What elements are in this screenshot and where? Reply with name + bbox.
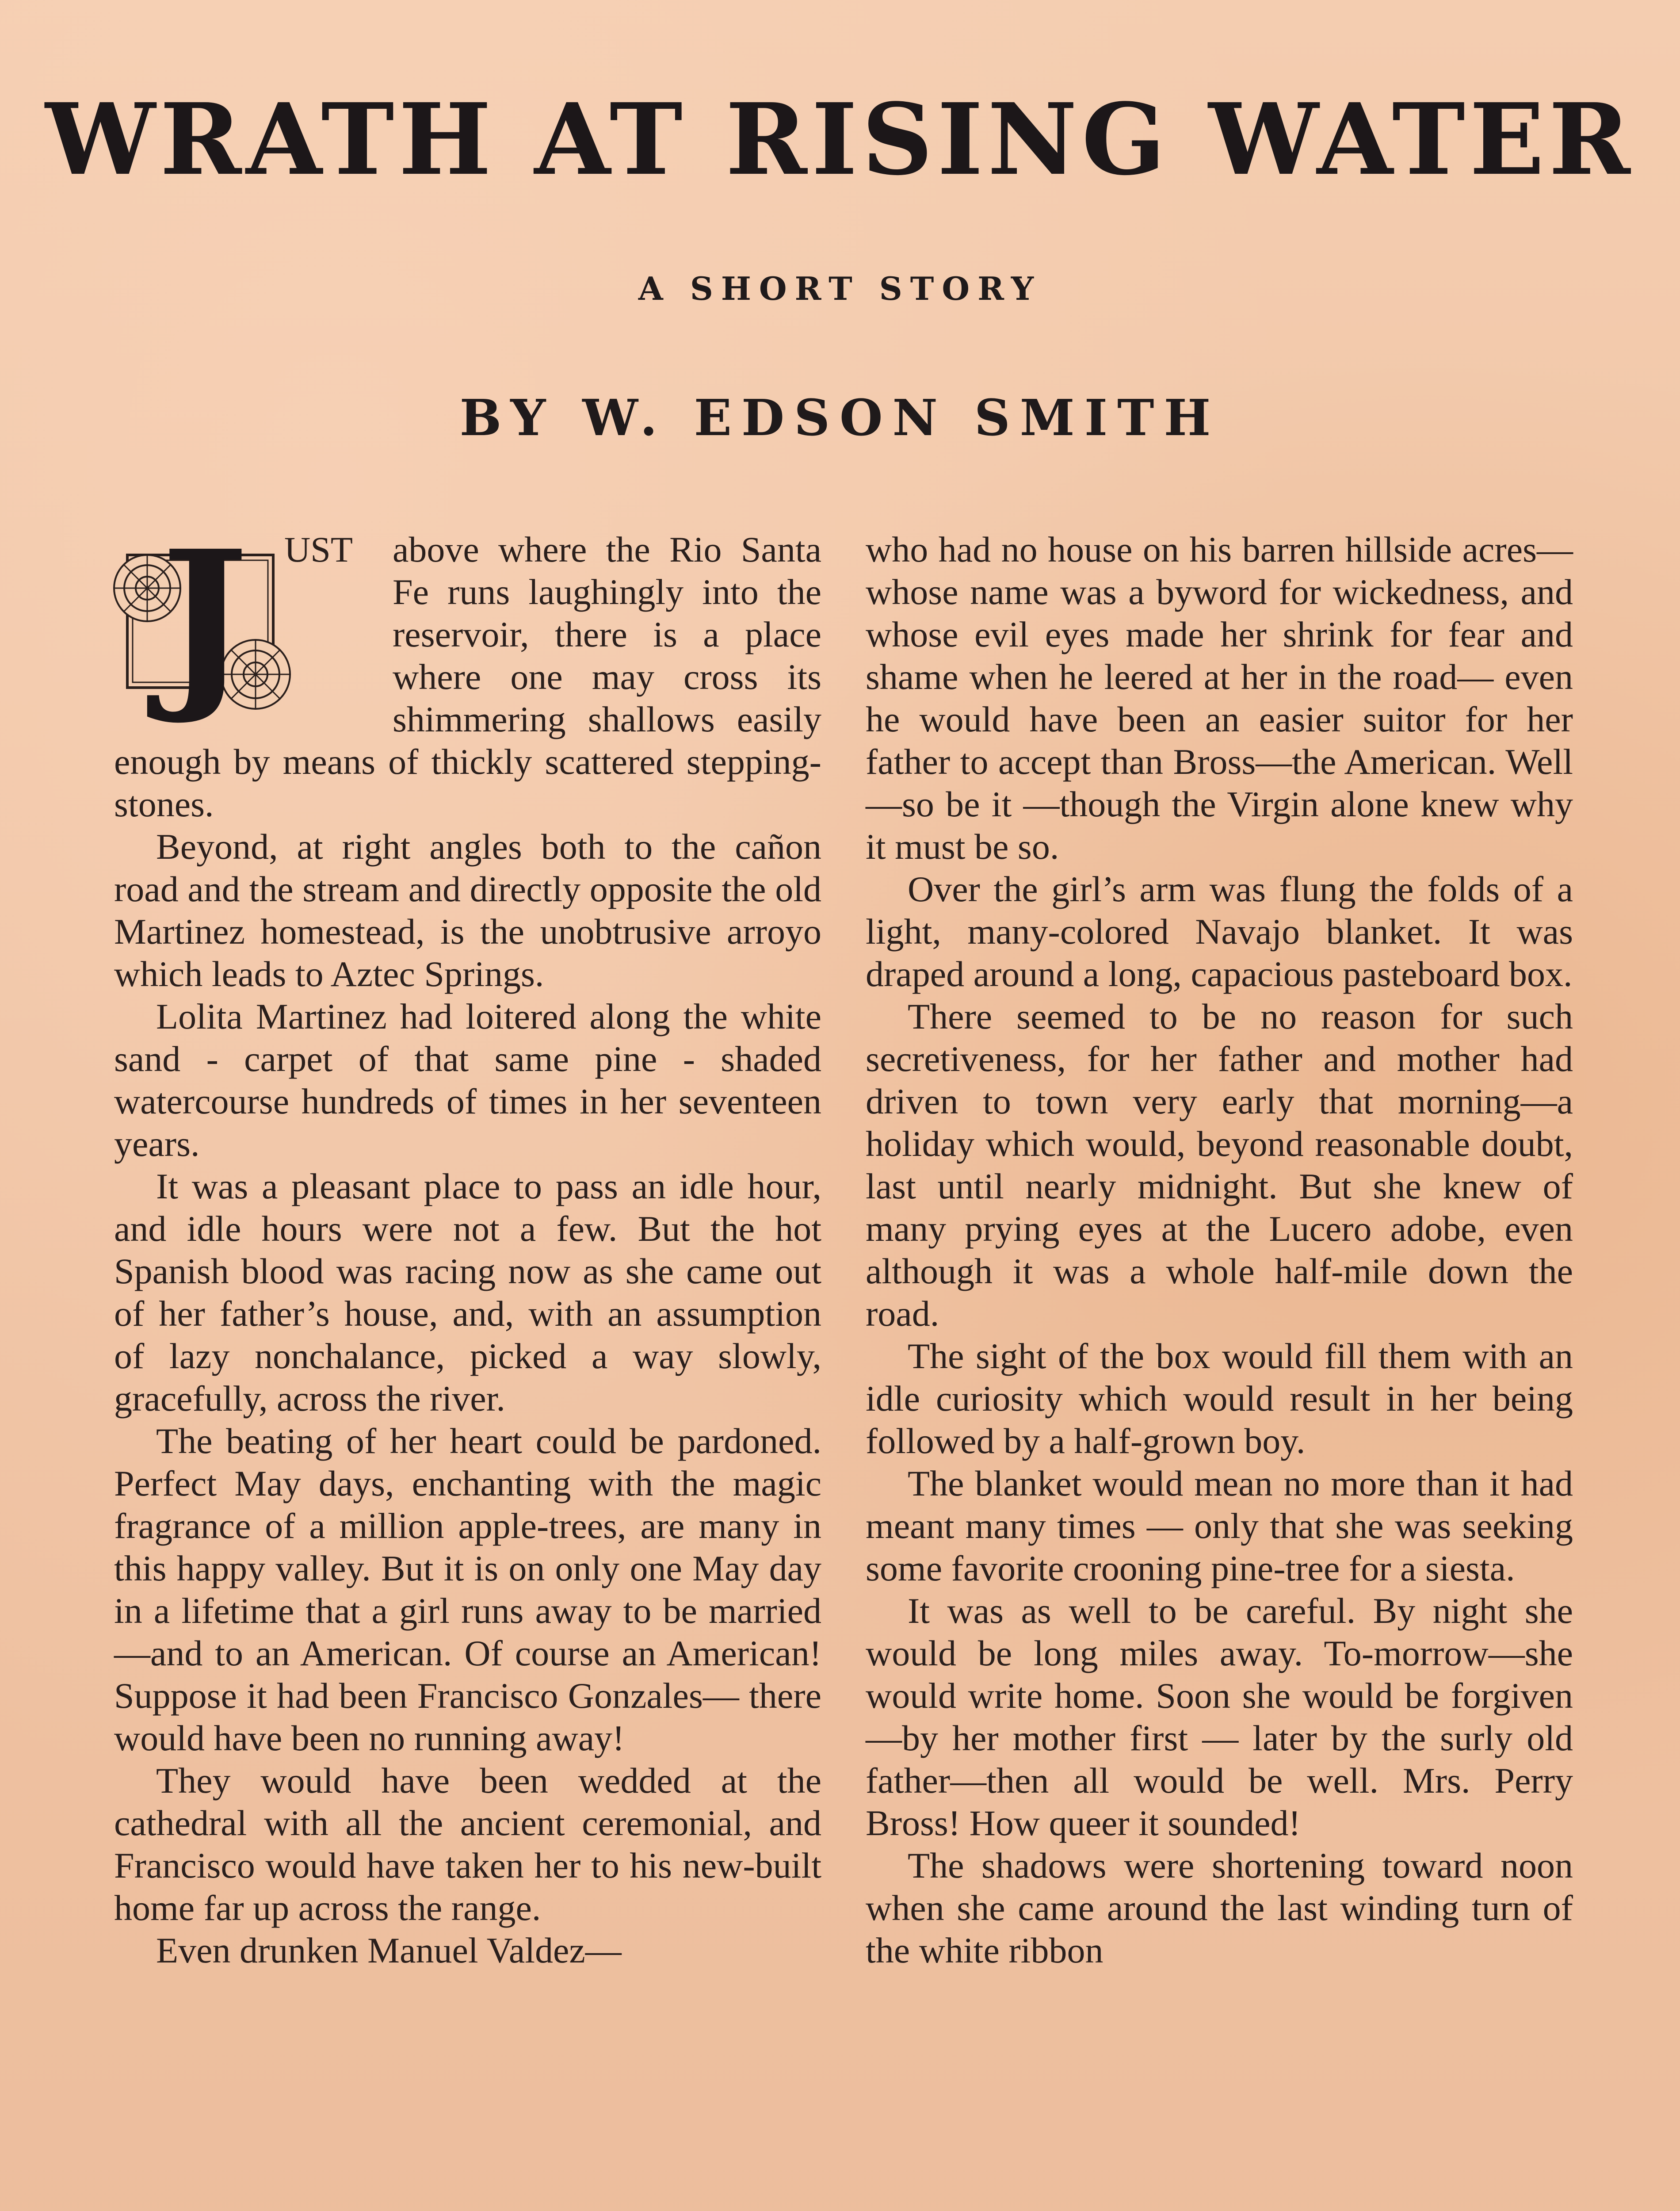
right-paragraph-7: The shadows were shortening toward noon when she came around the last winding turn of the white ribbon xyxy=(866,1845,1573,1970)
author-byline: BY W. EDSON SMITH xyxy=(459,389,1221,447)
drop-cap-ornament-icon xyxy=(110,528,384,727)
right-paragraph-5: The blanket would mean no more than it had meant many times — only that she was seeking some favorite crooning pine-tree for a siesta. xyxy=(866,1463,1573,1588)
right-paragraph-6: It was as well to be careful. By night she would be long miles away. To-morrow—she would write home. Soon she would be forgiven—by her mother first — later by the surly old father—then all would be well. Mrs. Perry Bross! How queer it sounded! xyxy=(866,1591,1573,1843)
left-paragraph-2: Beyond, at right angles both to the cañon road and the stream and directly opposite the old Martinez homestead, is the unobtrusive arroyo which leads to Aztec Springs. xyxy=(114,826,821,994)
ornamental-drop-cap xyxy=(110,528,384,727)
left-column xyxy=(114,528,821,1972)
right-paragraph-4: The sight of the box would fill them with an idle curiosity which would result in her being followed by a half-grown boy. xyxy=(866,1336,1573,1461)
story-subtitle: A SHORT STORY xyxy=(638,270,1042,307)
right-paragraph-1: who had no house on his barren hillside acres—whose name was a byword for wickedness, and whose evil eyes made her shrink for fear and shame when he leered at her in the road— even he would have been an easier suitor for her father to accept than Bross—the American. Well—so be it —though the Virgin alone knew why it must be so. xyxy=(866,529,1573,867)
left-paragraph-3: Lolita Martinez had loitered along the white sand - carpet of that same pine - shaded watercourse hundreds of times in her seventeen years. xyxy=(114,996,821,1164)
left-paragraph-4: It was a pleasant place to pass an idle hour, and idle hours were not a few. But the hot Spanish blood was racing now as she came out of her father’s house, and, with an assumption of lazy nonchalance, picked a way slowly, gracefully, across the river. xyxy=(114,1166,821,1419)
left-paragraph-5: The beating of her heart could be pardoned. Perfect May days, enchanting with the magic fragrance of a million apple-trees, are many in this happy valley. But it is on only one May day in a lifetime that a girl runs away to be married—and to an American. Of course an American! Suppose it had been Francisco Gonzales— there would have been no running away! xyxy=(114,1421,821,1758)
story-title: WRATH AT RISING WATER xyxy=(45,82,1635,197)
drop-cap-rest: UST xyxy=(284,529,353,570)
right-paragraph-2: Over the girl’s arm was flung the folds of a light, many-colored Navajo blanket. It was draped around a long, capacious pasteboard box. xyxy=(866,869,1573,994)
right-paragraph-3: There seemed to be no reason for such secretiveness, for her father and mother had driven to town very early that morning—a holiday which would, beyond reasonable doubt, last until nearly midnight. But she knew of many prying eyes at the Lucero adobe, even although it was a whole half-mile down the road. xyxy=(866,996,1573,1334)
left-paragraph-7: Even drunken Manuel Valdez— xyxy=(156,1930,622,1970)
left-paragraph-1: above where the Rio Santa Fe runs laughingly into the reservoir, there is a place where one may cross its shimmering shallows easily enough by means of thickly scattered stepping-stones. xyxy=(114,529,821,824)
right-column xyxy=(866,528,1573,1972)
left-paragraph-6: They would have been wedded at the cathedral with all the ancient ceremonial, and Francisco would have taken her to his new-built home far up across the range. xyxy=(114,1760,821,1928)
drop-cap-letter: J xyxy=(160,528,249,727)
